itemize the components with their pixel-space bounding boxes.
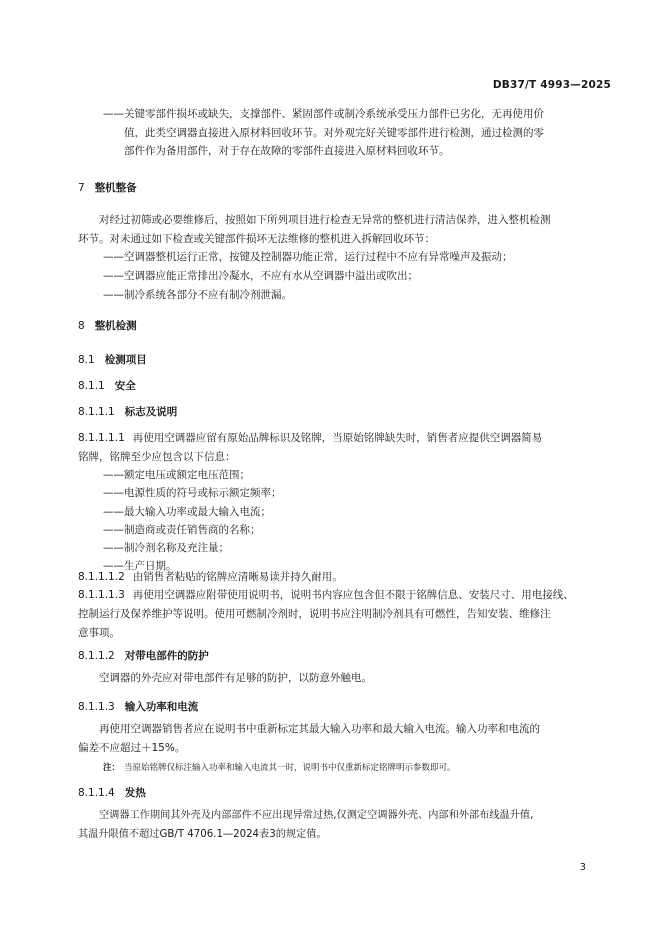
clause-line-2: 铭牌，铭牌至少应包含以下信息： xyxy=(78,451,236,463)
page-number: 3 xyxy=(579,862,586,873)
list-item: ——电源性质的符号或标示额定频率； xyxy=(103,487,282,500)
subsection-8-1-1-3-text xyxy=(78,720,600,758)
subsection-number: 8.1 xyxy=(78,354,95,366)
subsection-number: 8.1.1 xyxy=(78,380,105,392)
subsection-8-1-1-4-heading xyxy=(78,785,146,800)
subsection-8-1-1-2-text xyxy=(78,669,600,688)
para-line-1: 再使用空调器销售者应在说明书中重新标定其最大输入功率和最大输入电流。输入功率和电流的 xyxy=(99,723,540,735)
clause-number: 8.1.1.1.3 xyxy=(78,589,125,601)
para-line-1: 对经过初筛或必要维修后，按照如下所列项目进行检查无异常的整机进行清洁保养，进入整机检测 xyxy=(99,214,551,226)
section-7-list xyxy=(103,248,513,305)
list-item: ——制冷系统各部分不应有制冷剂泄漏。 xyxy=(103,289,292,301)
note-label: 注： xyxy=(103,763,121,773)
para-line-2: 偏差不应超过＋15%。 xyxy=(78,742,186,754)
clause-8-1-1-1-1 xyxy=(78,429,600,467)
para-line-1: 空调器的外壳应对带电部件有足够的防护，以防意外触电。 xyxy=(99,672,372,684)
section-title: 整机检测 xyxy=(94,320,137,332)
subsection-number: 8.1.1.4 xyxy=(78,787,115,799)
subsection-number: 8.1.1.1 xyxy=(78,406,115,418)
list-item: ——制造商或责任销售商的名称； xyxy=(103,523,261,536)
subsection-8-1-1-heading xyxy=(78,378,136,393)
section-8-heading xyxy=(78,318,137,333)
list-item: ——生产日期。 xyxy=(103,560,177,573)
subsection-title: 安全 xyxy=(114,380,136,392)
subsection-title: 发热 xyxy=(124,787,146,799)
dash-line-1: ——关键零部件损坏或缺失，支撑部件、紧固部件或制冷系统承受压力部件已劣化，无再使用价 xyxy=(103,108,544,120)
clause-line-1: 再使用空调器应留有原始品牌标识及铭牌，当原始铭牌缺失时，销售者应提供空调器简易 xyxy=(132,432,543,444)
subsection-title: 标志及说明 xyxy=(124,406,178,418)
subsection-title: 检测项目 xyxy=(104,354,147,366)
section-number: 7 xyxy=(78,182,85,194)
clause-line-2: 控制运行及保养维护等说明。使用可燃制冷剂时，说明书应注明制冷剂具有可燃性，告知安装、维修注 xyxy=(78,608,551,620)
section-title: 整机整备 xyxy=(94,182,137,194)
subsection-8-1-1-2-heading xyxy=(78,648,209,663)
subsection-title: 输入功率和电流 xyxy=(124,701,199,713)
list-item: ——空调器应能正常排出冷凝水，不应有水从空调器中溢出或吹出； xyxy=(103,270,418,282)
list-item: ——额定电压或额定电压范围； xyxy=(103,469,250,481)
subsection-8-1-1-4-text xyxy=(78,806,600,844)
subsection-title: 对带电部件的防护 xyxy=(124,650,209,662)
dash-line-3: 部件作为备用部件，对于存在故障的零部件直接进入原材料回收环节。 xyxy=(124,145,450,157)
clause-number: 8.1.1.1.1 xyxy=(78,432,125,444)
para-line-1: 空调器工作期间其外壳及内部部件不应出现异常过热,仅测定空调器外壳、内部和外部布线温升值, xyxy=(99,810,534,821)
subsection-8-1-1-1-heading xyxy=(78,404,177,419)
list-item: ——最大输入功率或最大输入电流； xyxy=(103,505,271,518)
nameplate-info-list xyxy=(103,466,282,576)
subsection-number: 8.1.1.3 xyxy=(78,701,115,713)
section-7-paragraph xyxy=(78,211,600,249)
list-item: ——制冷剂名称及充注量； xyxy=(103,542,229,555)
document-code: DB37/T 4993—2025 xyxy=(492,79,611,91)
dash-line-2: 值，此类空调器直接进入原材料回收环节。对外观完好关键零部件进行检测，通过检测的零 xyxy=(124,126,544,139)
section-7-heading xyxy=(78,180,137,195)
top-dash-item xyxy=(103,105,600,161)
note-text: 当原始铭牌仅标注输入功率和输入电流其一时，说明书中仅重新标定铭牌明示参数即可。 xyxy=(124,763,456,773)
subsection-8-1-heading xyxy=(78,352,147,367)
clause-line-3: 意事项。 xyxy=(78,627,120,639)
para-line-2: 环节。对未通过如下检查或关键部件损坏无法维修的整机进入拆解回收环节： xyxy=(78,233,435,245)
clause-8-1-1-1-2 xyxy=(78,568,600,587)
clause-8-1-1-1-3 xyxy=(78,586,600,643)
para-line-2: 其温升限值不超过GB/T 4706.1—2024表3的规定值。 xyxy=(78,829,327,840)
subsection-number: 8.1.1.2 xyxy=(78,650,115,662)
note xyxy=(103,761,456,773)
subsection-8-1-1-3-heading xyxy=(78,699,198,714)
clause-text: 由销售者粘贴的铭牌应清晰易读并持久耐用。 xyxy=(132,571,343,583)
section-number: 8 xyxy=(78,320,85,332)
clause-number: 8.1.1.1.2 xyxy=(78,571,125,583)
clause-line-1: 再使用空调器应附带使用说明书，说明书内容应包含但不限于铭牌信息、安装尺寸、用电接线、 xyxy=(132,589,574,601)
list-item: ——空调器整机运行正常，按键及控制器功能正常，运行过程中不应有异常噪声及振动； xyxy=(103,251,513,263)
